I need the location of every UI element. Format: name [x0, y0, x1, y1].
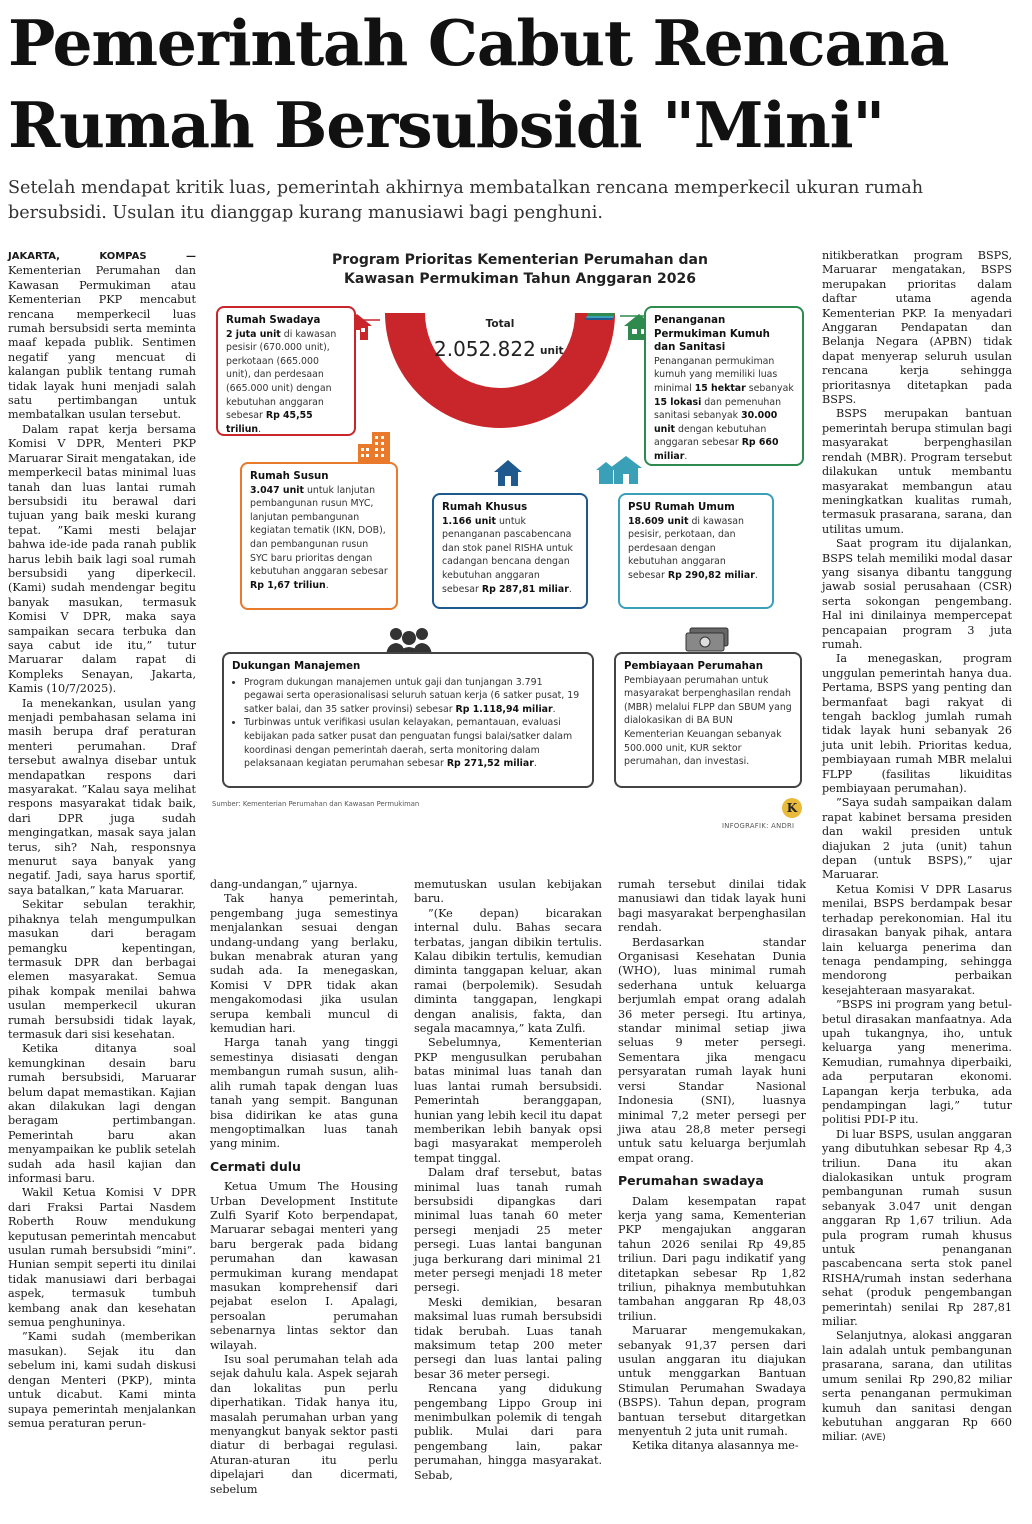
card-text: untuk penanganan pascabencana dan stok panel RISHA untuk cadangan bencana dengan kebutuhan anggaran sebesar: [442, 515, 573, 595]
card-text: dan pemenuhan sanitasi sebanyak: [654, 396, 782, 422]
card-title: Dukungan Manajemen: [232, 661, 361, 672]
card-highlight: 30.000 unit: [654, 410, 778, 435]
card-text: dengan kebutuhan anggaran sebesar: [654, 423, 767, 449]
card-highlight: 15 lokasi: [654, 396, 702, 408]
card-rumah-swadaya: [216, 306, 356, 436]
card-highlight: Rp 1.118,94 miliar: [455, 703, 553, 715]
card-highlight: Rp 1,67 triliun: [250, 579, 326, 591]
paragraph: Wakil Ketua Komisi V DPR dari Fraksi Partai Nasdem Roberth Rouw mendukung keputusan pemerintah mencabut usulan rumah bersubsidi ”mini”. Hunian sempit seperti itu dinilai tidak manusiawi dari berbagai aspek, termasuk tumbuh kembang anak dan kesehatan semua penghuninya.: [8, 1186, 196, 1330]
infographic-credit: INFOGRAFIK: ANDRI: [722, 822, 795, 830]
paragraph: Ketua Umum The Housing Urban Development Institute Zulfi Syarif Koto berpendapat, Maruarar sebagai menteri yang baru bergerak pada bidang perumahan dan kawasan permukiman kurang mendapat masukan komprehensif dari pejabat eselon I. Apalagi, persoalan perumahan sebenarnya lintas sektor dan wilayah.: [210, 1180, 398, 1352]
card-text: .: [684, 450, 688, 462]
section-heading: Perumahan swadaya: [618, 1173, 764, 1189]
paragraph: [8, 249, 196, 423]
card-highlight: Rp 290,82 miliar: [667, 569, 755, 581]
card-rumah-khusus: [432, 493, 588, 609]
paragraph: Dalam rapat kerja bersama Komisi V DPR, Menteri PKP Maruarar Sirait mengatakan, ide memperkecil batas minimal luas tanah dan luas lantai rumah bersubsidi itu berawal dari tujuan yang baik meski kurang tepat. ”Kami mesti belajar bahwa ide-ide pada ranah publik harus lebih baik lagi soal rumah bersubsidi yang diperkecil. (Kami) sudah mendengar begitu banyak masukan, termasuk Komisi V DPR, maka saya sampaikan secara terbuka dan saya cabut ide itu,” tutur Maruarar dalam rapat di Kompleks Senayan, Jakarta, Kamis (10/7/2025).: [8, 422, 196, 696]
card-permukiman-kumuh: [644, 306, 804, 466]
card-highlight: 1.166 unit: [442, 515, 496, 527]
card-text: .: [325, 579, 329, 591]
card-highlight: Rp 660 miliar: [654, 437, 779, 462]
card-title: Rumah Khusus: [442, 502, 528, 513]
infographic-title-line: Kawasan Permukiman Tahun Anggaran 2026: [344, 271, 696, 287]
paragraph: Harga tanah yang tinggi semestinya disiasati dengan membangun rumah susun, alih-alih rumah tapak dengan luas tanah yang sempit. Bangunan bisa didirikan ke atas guna mengoptimalkan luas tanah yang minim.: [210, 1036, 398, 1151]
card-highlight: 18.609 unit: [628, 515, 689, 527]
paragraph: Selanjutnya, alokasi anggaran lain adalah untuk pembangunan prasarana, sarana, dan utilitas umum senilai Rp 290,82 miliar serta penanganan permukiman kumuh dan sanitasi dengan kebutuhan anggaran Rp 660 miliar. (AVE): [822, 1329, 1012, 1444]
card-highlight: Rp 287,81 miliar: [481, 583, 569, 595]
kompas-logo: K: [782, 798, 802, 818]
card-dukungan-manajemen: [222, 652, 594, 788]
donut-total-value: 2.052.822: [434, 337, 536, 361]
card-highlight: 15 hektar: [694, 382, 746, 394]
infographic-title: [240, 251, 800, 289]
paragraph: Ketika ditanya soal kemungkinan desain baru rumah bersubsidi, Maruarar belum dapat memastikan. Kajian akan dilakukan lagi dengan beragam pertimbangan. Pemerintah baru akan menyampaikan ke publik setelah sudah ada hasil kajian dan informasi baru.: [8, 1042, 196, 1185]
paragraph: Tak hanya pemerintah, pengembang juga semestinya menjalankan sesuai dengan undang-undang yang berlaku, bukan menabrak aturan yang sudah ada. Ia menegaskan, Komisi V DPR tidak akan mengakomodasi jika usulan serupa kembali muncul di kemudian hari.: [210, 892, 398, 1036]
card-list: [232, 676, 584, 771]
money-icon: [684, 626, 730, 654]
paragraph: BSPS merupakan bantuan pemerintah berupa stimulan bagi masyarakat berpenghasilan rendah (MBR). Program tersebut dilakukan untuk membantu masyarakat membangun atau meningkatkan kualitas rumah, termasuk prasarana, sarana, dan utilitas umum.: [822, 407, 1013, 536]
card-text: .: [533, 758, 537, 770]
paragraph: Sebelumnya, Kementerian PKP mengusulkan perubahan batas minimal luas tanah dan luas lantai rumah bersubsidi. Pemerintah beranggapan, hunian yang lebih kecil itu dapat memberikan lebih banyak opsi bagi masyarakat memperoleh tempat tinggal.: [414, 1036, 602, 1165]
card-title: Penanganan Permukiman Kumuh dan Sanitasi: [654, 315, 770, 354]
paragraph: Ia menegaskan, program unggulan pemerintah hanya dua. Pertama, BSPS yang penting dan bermanfaat bagi rakyat di tengah backlog jumlah rumah tidak layak huni sebanyak 26 juta unit lebih. Prioritas kedua, pembiayaan rumah MBR melalui FLPP (fasilitas likuiditas pembiayaan perumahan).: [822, 652, 1012, 796]
lead-text: Kementerian Perumahan dan Kawasan Permukiman atau Kementerian PKP mencabut rencana memperkecil luas rumah bersubsidi serta meminta maaf kepada publik. Sentimen negatif yang mencuat di kalangan publik tentang rumah tidak layak huni menjadi salah satu pertimbangan untuk membatalkan usulan tersebut.: [8, 264, 196, 422]
paragraph: memutuskan usulan kebijakan baru.: [414, 878, 602, 906]
card-title: PSU Rumah Umum: [628, 502, 735, 513]
article-column-1: [8, 249, 196, 1431]
card-highlight: 2 juta unit: [226, 328, 281, 340]
paragraph: ”Kami sudah (memberikan masukan). Sejak itu dan sebelum ini, kami sudah diskusi dengan Menteri (PKP), minta untuk dicabut. Kami minta supaya pemerintah menjalankan semua peraturan perun-: [8, 1330, 196, 1430]
paragraph: Meski demikian, besaran maksimal luas rumah bersubsidi tidak berubah. Luas tanah maksimum tetap 200 meter persegi dan luas lantai paling besar 36 meter persegi.: [414, 1295, 602, 1381]
card-text: Penanganan permukiman kumuh yang memiliki luas minimal: [654, 355, 778, 394]
card-text: Program dukungan manajemen untuk gaji dan tunjangan 3.791 pegawai serta operasionalisasi seluruh satuan kerja (6 satker pusat, 19 satker balai, dan 35 satker provinsi) sebesar: [244, 676, 580, 715]
paragraph: Ia menekankan, usulan yang menjadi pembahasan selama ini masih berupa draf peraturan menteri perumahan. Draf tersebut awalnya disebar untuk mendapatkan respons dari masyarakat. ”Kalau saya melihat respons masyarakat tidak baik, dari DPR juga sudah mengingatkan, masak saya jalan terus, sih? Nah, responsnya menurut saya banyak yang negatif. Jadi, saya harus sportif, saya batalkan,” kata Maruarar.: [8, 696, 196, 897]
paragraph: Ketua Komisi V DPR Lasarus menilai, BSPS berdampak besar terhadap perekonomian. Hal itu dirasakan banyak pihak, antara lain keluarga penerima dan tenaga pendamping, sehingga mendorong perbaikan kesejahteraan masyarakat.: [822, 882, 1012, 997]
paragraph: ”BSPS ini program yang betul-betul dirasakan manfaatnya. Ada upah tukangnya, iho, untuk keluarga yang menerima. Kemudian, rumahnya diperbaiki, ada perputaran ekonomi. Lapangan kerja terbuka, ada pendampingan lagi,” tutur politisi PDI-P itu.: [822, 998, 1012, 1127]
card-text: Turbinwas untuk verifikasi usulan kelayakan, pemantauan, evaluasi kebijakan pada satker pusat dan penguatan fungsi balai/satker dalam koordinasi dengan pemerintah daerah, serta monitoring dalam pelaksanaan kegiatan perumahan sebesar: [244, 717, 573, 770]
special-house-icon: [492, 458, 524, 488]
paragraph: nitikberatkan program BSPS, Maruarar mengatakan, BSPS merupakan prioritas dalam daftar utama agenda Kementerian PKP. Ia menyadari Anggaran Pendapatan dan Belanja Negara (APBN) tidak dapat menyerap seluruh usulan rencana kerja sehingga prioritasnya ditetapkan pada BSPS.: [822, 249, 1012, 407]
card-text: untuk lanjutan pembangunan rusun MYC, lanjutan pembangunan kegiatan tematik (IKN, DOB), dan pembangunan rusun SYC baru prioritas dengan kebutuhan anggaran sebesar: [250, 484, 388, 578]
paragraph: Sekitar sebulan terakhir, pihaknya telah mengumpulkan masukan dari beragam pemangku kepentingan, termasuk DPR dan berbagai elemen masyarakat. Semua pihak kompak menilai bahwa usulan memperkecil ukuran rumah bersubsidi tidak layak, termasuk dari sisi kesehatan.: [8, 898, 196, 1041]
infographic-source: Sumber: Kementerian Perumahan dan Kawasan Permukiman: [212, 800, 420, 808]
card-title: Rumah Susun: [250, 471, 329, 482]
paragraph: Saat program itu dijalankan, BSPS telah memiliki modal dasar yang sisanya dibantu tanggung jawab sosial perusahaan (CSR) serta sokongan pengembang. Hal ini dinilainya mempercepat pencapaian program 3 juta rumah.: [822, 537, 1012, 651]
list-item: [244, 676, 584, 717]
paragraph: Di luar BSPS, usulan anggaran yang dibutuhkan sebesar Rp 4,3 triliun. Dana itu akan dialokasikan untuk program pembangunan rumah susun sebanyak 3.047 unit dengan anggaran Rp 1,67 triliun. Ada pula program rumah khusus untuk penanganan pascabencana serta stok panel RISHA/rumah instan sederhana sehat (produk pengembangan pemerintah) senilai Rp 287,81 miliar.: [822, 1127, 1012, 1329]
card-text: Pembiayaan perumahan untuk masyarakat berpenghasilan rendah (MBR) melalui FLPP dan SBUM yang dialokasikan di BA BUN Kementerian Keuangan sebanyak 500.000 unit, KUR sektor perumahan, dan investasi.: [624, 674, 792, 768]
donut-total-unit: unit: [540, 345, 564, 357]
card-text: .: [552, 703, 556, 715]
card-psu-rumah-umum: [618, 493, 774, 609]
public-housing-icon: [596, 454, 642, 488]
dateline: JAKARTA, KOMPAS —: [8, 251, 196, 262]
card-title: Rumah Swadaya: [226, 315, 321, 326]
card-highlight: Rp 271,52 miliar: [446, 758, 534, 770]
subheadline: Setelah mendapat kritik luas, pemerintah akhirnya membatalkan rencana memperkecil ukuran rumah bersubsidi. Usulan itu dianggap kurang manusiawi bagi penghuni.: [8, 178, 924, 223]
article-column-4: [618, 878, 806, 1454]
card-text: di kawasan pesisir, perkotaan, dan perdesaan dengan kebutuhan anggaran sebesar: [628, 515, 744, 581]
article-column-3: [414, 878, 602, 1483]
paragraph: Berdasarkan standar Organisasi Kesehatan Dunia (WHO), luas minimal rumah sederhana untuk keluarga berjumlah empat orang adalah 36 meter persegi. Itu artinya, standar minimal setiap jiwa seluas 9 meter persegi. Sementara jika mengacu persyaratan rumah layak huni versi Standar Nasional Indonesia (SNI), luasnya minimal 7,2 meter persegi per jiwa atau 28,8 meter persegi untuk satu keluarga berjumlah empat orang.: [618, 935, 806, 1165]
paragraph: rumah tersebut dinilai tidak manusiawi dan tidak layak huni bagi masyarakat berpenghasilan rendah.: [618, 878, 806, 935]
card-highlight: Rp 45,55 triliun: [226, 410, 313, 435]
infographic-title-line: Program Prioritas Kementerian Perumahan dan: [332, 252, 708, 268]
paragraph: Dalam kesempatan rapat kerja yang sama, Kementerian PKP mengajukan anggaran tahun 2026 senilai Rp 49,85 triliun. Dari pagu indikatif yang ditetapkan sebesar Rp 1,82 triliun, pihaknya membutuhkan tambahan anggaran Rp 48,03 triliun.: [618, 1194, 806, 1323]
paragraph: ”Saya sudah sampaikan dalam rapat kabinet bersama presiden dan wakil presiden untuk diajukan 2 juta (unit) tahun depan (untuk BSPS),” ujar Maruarar.: [822, 796, 1012, 882]
card-text: .: [258, 423, 262, 435]
paragraph: Dalam draf tersebut, batas minimal luas tanah rumah bersubsidi dipangkas dari minimal luas tanah 60 meter persegi menjadi 25 meter persegi. Luas lantai bangunan juga berkurang dari minimal 21 meter persegi menjadi 18 meter persegi.: [414, 1166, 602, 1295]
article-column-2: [210, 878, 398, 1497]
donut-total-label: Total: [485, 318, 515, 330]
list-item: [244, 716, 584, 770]
author-initials: (AVE): [861, 1433, 886, 1444]
apartment-building-icon: [356, 430, 392, 466]
card-text: di kawasan pesisir (670.000 unit), perkotaan (665.000 unit), dan perdesaan (665.000 unit) dengan kebutuhan anggaran sebesar: [226, 328, 337, 422]
paragraph: dang-undangan,” ujarnya.: [210, 878, 358, 891]
headline: Pemerintah Cabut Rencana Rumah Bersubsidi "Mini": [8, 6, 949, 162]
paragraph: ”(Ke depan) bicarakan internal dulu. Bahas secara terbatas, jangan dibikin tertulis. Kalau dibikin tertulis, kemudian diminta tanggapan keluar, akan ramai (berpolemik). Sesudah diminta tanggapan, lengkapi dengan analisis, fakta, dan segala macamnya,” kata Zulfi.: [414, 906, 602, 1036]
card-rumah-susun: [240, 462, 398, 610]
paragraph: Isu soal perumahan telah ada sejak dahulu kala. Aspek sejarah dan lokalitas pun perlu diperhatikan. Tidak hanya itu, masalah perumahan urban yang menyangkut banyak sektor pasti diatur di berbagai regulasi. Aturan-aturan itu perlu dipelajari dan dicermati, sebelum: [210, 1353, 398, 1496]
card-text: .: [754, 569, 758, 581]
paragraph: Maruarar mengemukakan, sebanyak 91,37 persen dari usulan anggaran itu diajukan untuk menggarkan Bantuan Stimulan Perumahan Swadaya (BSPS). Tahun depan, program bantuan tersebut ditargetkan menyentuh 2 juta unit rumah.: [618, 1324, 806, 1439]
card-title: Pembiayaan Perumahan: [624, 661, 764, 672]
card-highlight: 3.047 unit: [250, 484, 304, 496]
section-heading: Cermati dulu: [210, 1158, 301, 1174]
card-text: sebanyak: [745, 382, 794, 394]
paragraph: Rencana yang didukung pengembang Lippo Group ini menimbulkan polemik di tengah publik. Mulai dari para pengembang lain, pakar perumahan, hingga masyarakat. Sebab,: [414, 1382, 602, 1482]
paragraph: Ketika ditanya alasannya me-: [632, 1439, 799, 1453]
card-pembiayaan-perumahan: [614, 652, 802, 788]
article-column-5: [822, 249, 1012, 1446]
card-text: .: [568, 583, 572, 595]
